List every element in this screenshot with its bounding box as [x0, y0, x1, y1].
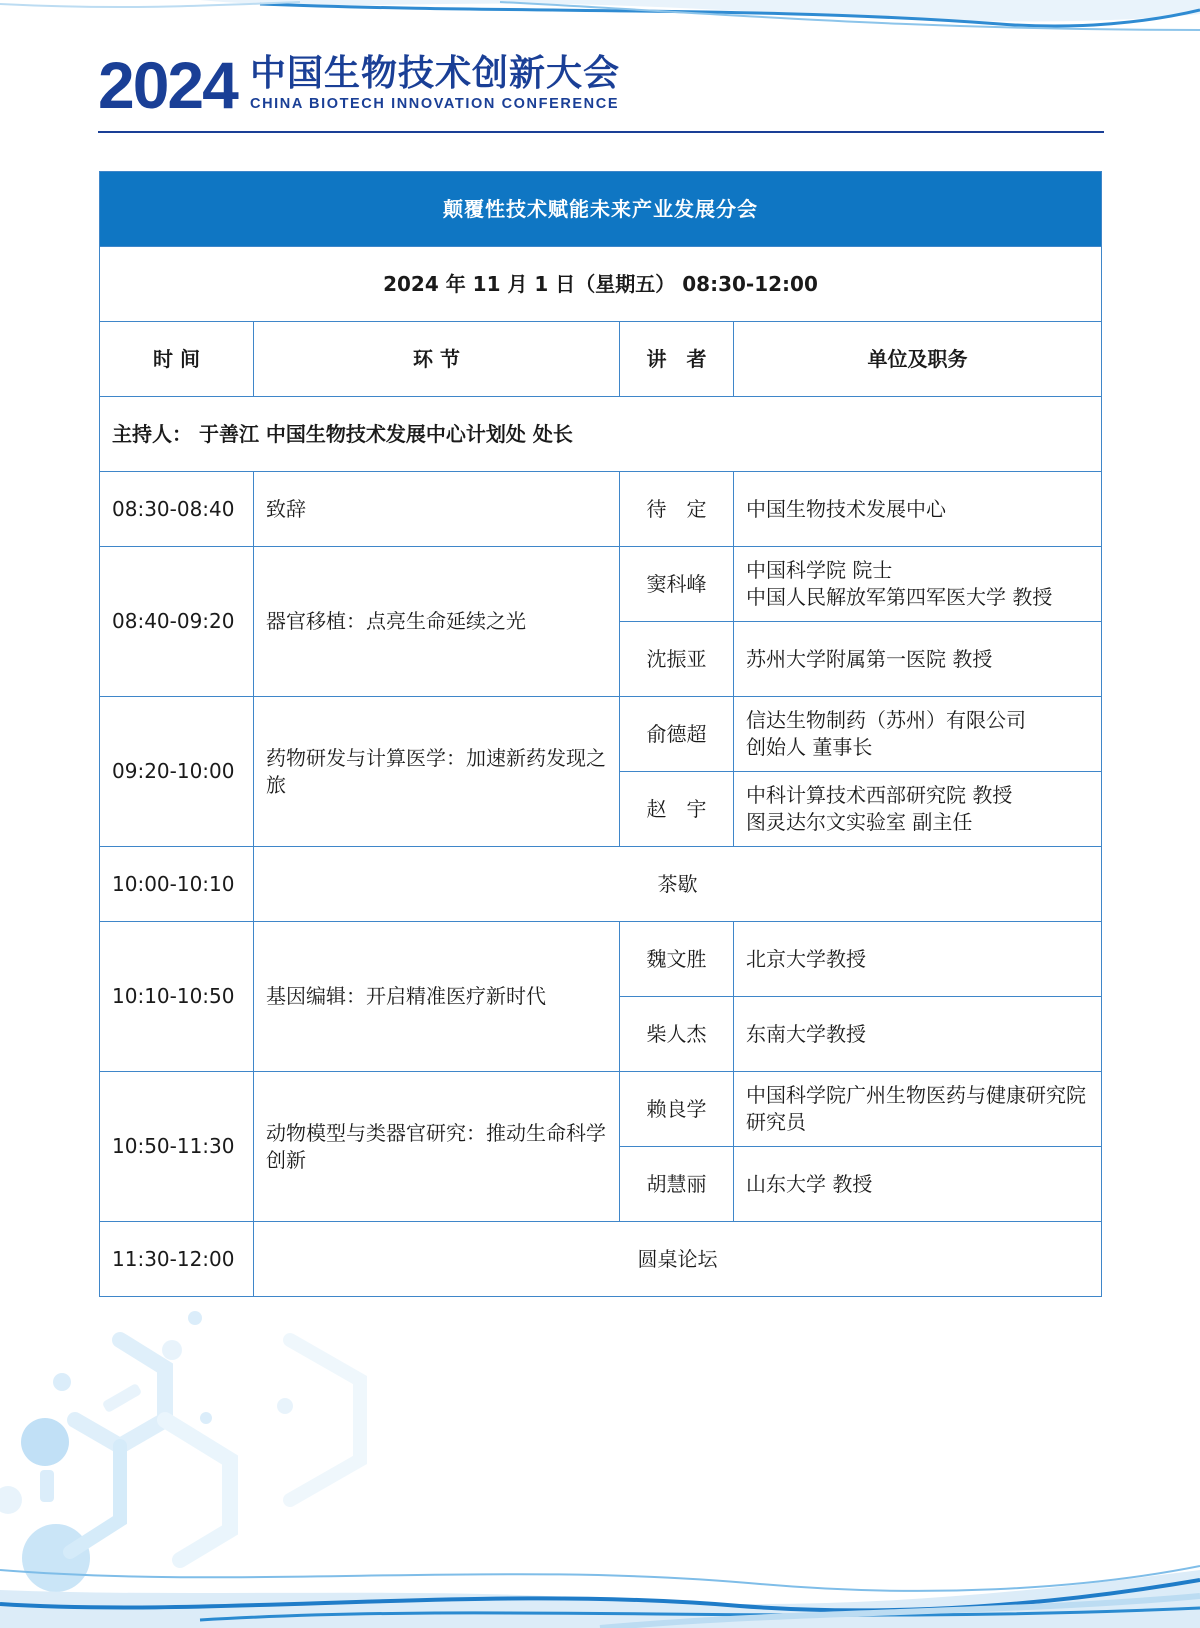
host-line: 主持人： 于善江 中国生物技术发展中心计划处 处长	[100, 397, 1102, 472]
agenda-table	[99, 171, 1102, 1297]
table-row	[100, 1072, 1102, 1147]
affiliation-line: 创始人 董事长	[746, 735, 873, 759]
logo-title-en: CHINA BIOTECH INNOVATION CONFERENCE	[250, 96, 620, 112]
date-line: 2024 年 11 月 1 日（星期五） 08:30-12:00	[100, 247, 1102, 322]
affiliation-cell: 东南大学教授	[734, 997, 1102, 1072]
affiliation-line: 信达生物制药（苏州）有限公司	[746, 708, 1026, 732]
table-row	[100, 547, 1102, 622]
session-cell: 基因编辑：开启精准医疗新时代	[254, 922, 620, 1072]
time-cell: 10:00-10:10	[100, 847, 254, 922]
affiliation-line: 中国人民解放军第四军医大学 教授	[746, 585, 1053, 609]
header-divider	[98, 131, 1104, 133]
table-row	[100, 697, 1102, 772]
speaker-cell: 赖良学	[620, 1072, 734, 1147]
affiliation-cell: 北京大学教授	[734, 922, 1102, 997]
affiliation-cell	[734, 772, 1102, 847]
table-row	[100, 472, 1102, 547]
logo-year: 2024	[98, 48, 237, 122]
affiliation-cell: 中国生物技术发展中心	[734, 472, 1102, 547]
affiliation-cell: 中国科学院广州生物医药与健康研究院 研究员	[734, 1072, 1102, 1147]
affiliation-line: 图灵达尔文实验室 副主任	[746, 810, 973, 834]
speaker-cell: 赵 宇	[620, 772, 734, 847]
column-header-session: 环 节	[254, 322, 620, 397]
session-cell: 动物模型与类器官研究：推动生命科学创新	[254, 1072, 620, 1222]
time-cell: 10:50-11:30	[100, 1072, 254, 1222]
column-header-speaker: 讲 者	[620, 322, 734, 397]
speaker-cell: 魏文胜	[620, 922, 734, 997]
table-row	[100, 847, 1102, 922]
speaker-cell: 沈振亚	[620, 622, 734, 697]
speaker-cell: 俞德超	[620, 697, 734, 772]
affiliation-cell: 山东大学 教授	[734, 1147, 1102, 1222]
affiliation-cell: 苏州大学附属第一医院 教授	[734, 622, 1102, 697]
column-header-affiliation: 单位及职务	[734, 322, 1102, 397]
time-cell: 08:30-08:40	[100, 472, 254, 547]
speaker-cell: 待 定	[620, 472, 734, 547]
time-cell: 10:10-10:50	[100, 922, 254, 1072]
speaker-cell: 柴人杰	[620, 997, 734, 1072]
table-row	[100, 1222, 1102, 1297]
column-header-row	[100, 322, 1102, 397]
logo-title-cn: 中国生物技术创新大会	[250, 53, 621, 94]
affiliation-line: 中国科学院 院士	[746, 558, 893, 582]
table-row	[100, 922, 1102, 997]
affiliation-cell	[734, 697, 1102, 772]
session-cell: 致辞	[254, 472, 620, 547]
roundtable-cell: 圆桌论坛	[254, 1222, 1102, 1297]
session-cell: 药物研发与计算医学：加速新药发现之旅	[254, 697, 620, 847]
time-cell: 08:40-09:20	[100, 547, 254, 697]
tea-break-cell: 茶歇	[254, 847, 1102, 922]
time-cell: 11:30-12:00	[100, 1222, 254, 1297]
column-header-time: 时 间	[100, 322, 254, 397]
speaker-cell: 胡慧丽	[620, 1147, 734, 1222]
time-cell: 09:20-10:00	[100, 697, 254, 847]
affiliation-cell	[734, 547, 1102, 622]
speaker-cell: 窦科峰	[620, 547, 734, 622]
session-title-banner: 颠覆性技术赋能未来产业发展分会	[100, 172, 1102, 247]
session-cell: 器官移植：点亮生命延续之光	[254, 547, 620, 697]
conference-header	[98, 50, 1102, 134]
affiliation-line: 中科计算技术西部研究院 教授	[746, 783, 1013, 807]
